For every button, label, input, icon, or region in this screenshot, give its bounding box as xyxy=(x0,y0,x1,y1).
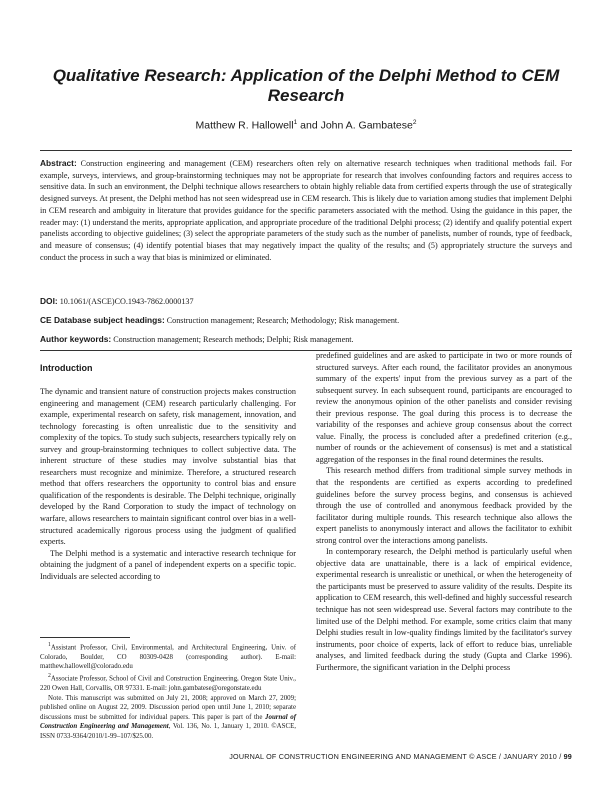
footer-journal: JOURNAL OF CONSTRUCTION ENGINEERING AND MANAGEMENT © ASCE / JANUARY 2010 / xyxy=(229,752,564,761)
author-2-mark: 2 xyxy=(412,119,417,126)
author-1: Matthew R. Hallowell xyxy=(195,119,294,132)
page-number: 99 xyxy=(563,752,572,761)
footnote-1-text: Assistant Professor, Civil, Environmental, and Architectural Engineering, Univ. of Colorado, Boulder, CO 80309-0428 (corresponding author). E-mail: matthew.hallowell@colorado.edu xyxy=(40,644,296,671)
intro-paragraph-3: predefined guidelines and are asked to participate in two or more rounds of structured surveys. After each round, the facilitator provides an anonymous summary of the experts' input from the previous survey as a part of the subsequent survey. In each subsequent round, participants are encouraged to review the anonymous opinion of the other panelists and consider revising their previous response. The goal during this process is to decrease the variability of the responses and achieve group consensus about the correct value. Finally, the process is concluded after a predefined criterion (e.g., number of rounds or the achievement of consensus) is met and a statistical aggregation of the responses in the final round determines the results. xyxy=(316,351,572,464)
abstract-label: Abstract: xyxy=(40,158,77,168)
footnotes xyxy=(40,641,296,742)
note-journal: Journal of Construction Engineering and Management xyxy=(40,713,296,731)
doi-label: DOI: xyxy=(40,296,58,306)
footnote-2-text: Associate Professor, School of Civil and Construction Engineering, Oregon State Univ., 220 Owen Hall, Corvallis, OR 97331. E-mail: john.gambatese@oregonstate.edu xyxy=(40,675,296,692)
doi-value[interactable]: 10.1061/(ASCE)CO.1943-7862.0000137 xyxy=(59,297,194,306)
footnote-1-mark: 1 xyxy=(48,642,51,648)
keywords-line xyxy=(40,334,572,345)
author-conjunction: and xyxy=(297,119,321,132)
left-column xyxy=(40,362,296,582)
footnote-2 xyxy=(40,672,296,693)
intro-paragraph-5: In contemporary research, the Delphi method is particularly useful when objective data are unattainable, there is a lack of empirical evidence, experimental research is unrealistic or unethical, or when the heterogeneity of the participants must be preserved to assure validity of the results. Despite its application to CEM research, this well-defined and highly successful research technique has not seen widespread use. Several factors may contribute to the limited use of the Delphi method. For example, some critics claim that many Delphi studies result in low-quality findings limited by the facilitator's survey instruments, poor choice of experts, lack of effort to reduce bias, unreliable analyses, and limited feedback during the study (Gupta and Clarke 1996). Furthermore, the significant variation in the Delphi process xyxy=(316,547,572,672)
keywords-label: Author keywords: xyxy=(40,334,112,344)
footnote-divider xyxy=(40,637,130,638)
subject-headings-label: CE Database subject headings: xyxy=(40,315,165,325)
author-2: John A. Gambatese xyxy=(320,119,413,132)
author-1-mark: 1 xyxy=(293,119,298,126)
keywords-value: Construction management; Research methods; Delphi; Risk management. xyxy=(113,335,354,344)
doi-line xyxy=(40,296,572,307)
intro-paragraph-2: The Delphi method is a systematic and interactive research technique for obtaining the judgment of a panel of independent experts on a specific topic. Individuals are selected according to xyxy=(40,548,296,581)
author-line xyxy=(40,119,572,132)
abstract xyxy=(40,158,572,263)
intro-paragraph-4: This research method differs from traditional simple survey methods in that the respondents are certified as experts according to predefined guidelines before the survey process begins, and consensus is achieved through the use of controlled and anonymous feedback provided by the facilitator during multiple rounds. This research technique also allows the expert panelists to anonymously interact and allows the facilitator to exhibit strong control over the interactions among panelists. xyxy=(316,466,572,545)
footnote-2-mark: 2 xyxy=(48,673,51,680)
subject-headings-line xyxy=(40,315,572,326)
paper-title: Qualitative Research: Application of the Delphi Method to CEM Research xyxy=(52,66,560,105)
note-pre: Note. This manuscript was submitted on July 21, 2008; approved on March 27, 2009; published online on August 22, 2009. Discussion period open until June 1, 2010; separate discussions must be submitted for individual papers. This paper is part of the xyxy=(40,694,296,721)
intro-paragraph-1: The dynamic and transient nature of construction projects makes construction engineering and management (CEM) research particularly challenging. For example, experimental research on safety, risk management, innovation, and technology forecasting is often unrealistic due to the sensitivity and complexity of the topics. To study such subjects, researchers typically rely on survey and group-brainstorming techniques to collect subjective data. The inherent structure of these studies may involve substantial bias that researchers must recognize and minimize. Therefore, a structured research method that offers researchers the opportunity to control bias and ensure qualification of the respondents is desirable. The Delphi technique, originally developed by the Rand Corporation to study the impact of technology on warfare, allows researchers to maintain significant control over bias in a well-structured academically rigorous process using the judgment of qualified experts. xyxy=(40,387,296,547)
note-post: , Vol. 136, No. 1, January 1, 2010. ©ASCE, ISSN 0733-9364/2010/1-99–107/$25.00. xyxy=(40,723,296,740)
footnote-1 xyxy=(40,641,296,672)
top-divider xyxy=(40,150,572,151)
introduction-heading: Introduction xyxy=(40,363,93,373)
page-footer xyxy=(172,752,572,761)
subject-headings-value: Construction management; Research; Methodology; Risk management. xyxy=(166,316,400,325)
right-column xyxy=(316,350,572,673)
manuscript-note xyxy=(40,694,296,742)
abstract-text: Construction engineering and management (CEM) researchers often rely on alternative research techniques when traditional methods fail. For example, surveys, interviews, and group-brainstorming techniques may not be appropriate for research that involves confounding factors and requires access to sensitive data. In such an environment, the Delphi technique allows researchers to obtain highly reliable data from certified experts through the use of strategically designed surveys. At present, the Delphi method has not seen widespread use in CEM research. This is likely due to variation among studies that implement Delphi in CEM research and ambiguity in literature that provides guidance for the specific parameters associated with the method. Using the guidance in this paper, the reader may: (1) understand the merits, appropriate application, and appropriate procedure of the traditional Delphi process; (2) identify and qualify potential expert panelists according to objective guidelines; (3) select the appropriate parameters of the study such as the number of panelists, number of rounds, type of feedback, and measure of consensus; (4) identify potential biases that may negatively impact the quality of the results; and (5) appropriately structure the surveys and conduct the process in such a way that bias is minimized or eliminated. xyxy=(40,159,573,262)
